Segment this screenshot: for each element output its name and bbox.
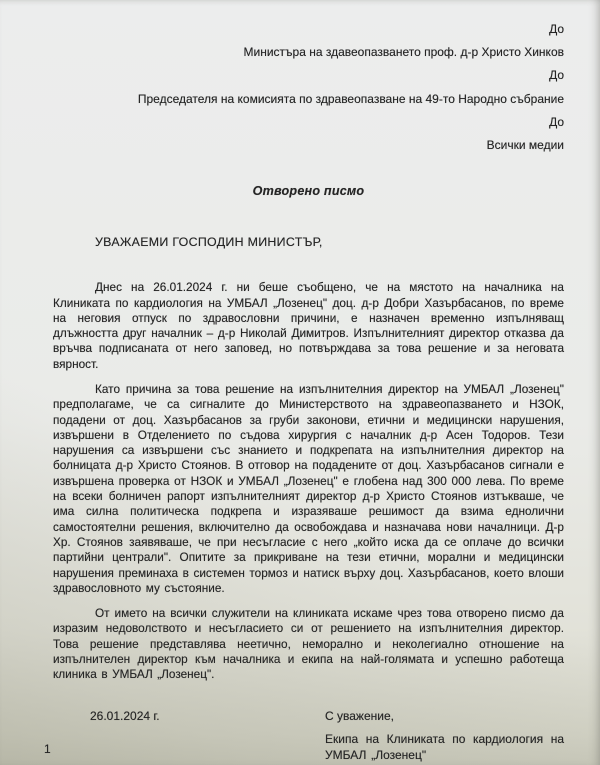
body-paragraph-1: Днес на 26.01.2024 г. ни беше съобщено, че на мястото на началника на Клиниката по кардиология на УМБАЛ „Лозенец" доц. д-р Добри Хазърбасанов, по време на неговия отпуск по здравословни причини, е назначен временно изпълняващ длъжността друг началник – д-р Николай Димитров. Изпълнителният директор отказва да връчва подписаната от него заповед, но потвърждава за това решение и за неговата вярност.: [53, 280, 564, 371]
body-paragraph-3: От името на всички служители на клиниката искаме чрез това отворено писмо да изразим недоволството и несъгласието си от решението на изпълнителния директор. Това решение представлява неетично, неморално и неколегиално отношение на изпълнителен директор към началника и екипа на най-голямата и успешно работеща клиника в УМБАЛ „Лозенец".: [53, 606, 564, 682]
signature-team: Екипа на Клиниката по кардиология на УМБАЛ „Лозенец": [325, 732, 564, 762]
salutation: УВАЖАЕМИ ГОСПОДИН МИНИСТЪР,: [95, 235, 323, 250]
recipient-all-media: Всички медии: [486, 138, 564, 153]
recipient-minister: Министъра на здавеопазването проф. д-р Христо Хинков: [243, 45, 564, 60]
closing-row: [53, 709, 564, 764]
body-paragraph-2: Като причина за това решение на изпълнителния директор на УМБАЛ „Лозенец" предполагаме, че са сигналите до Министерството на здравеопазването и НЗОК, подадени от доц. Хазърбасанов за груби законови, етични и медицински нарушения, извършени в Отделението по съдова хирургия с началник д-р Асен Тодоров. Тези нарушения са извършени със знанието и подкрепата на изпълнителния директор на болницата д-р Христо Стоянов. В отговор на подадените от доц. Хазърбасанов сигнали е извършена проверка от НЗОК и УМБАЛ „Лозенец" е глобена над 300 000 лева. По време на всеки болничен рапорт изпълнителният директор д-р Христо Стоянов изтъкваше, че има силна политическа подкрепа и изразяваше решимост да взима еднолични самостоятелни решения, включително да освобождава и назначава нови началници. Д-р Хр. Стоянов заявяваше, че при несъгласие с него „който иска да се оплаче до всички партийни централи". Опитите за прикриване на тези етични, морални и медицински нарушения преминаха в системен тормоз и натиск върху доц. Хазърбасанов, което влоши здравословното му състояние.: [53, 382, 564, 595]
recipient-to-label: До: [549, 68, 564, 83]
recipient-committee-chair: Председателя на комисията по здравеопазване на 49-то Народно събрание: [137, 91, 564, 106]
open-letter-title: Отворено писмо: [252, 184, 365, 199]
closing-salute: С уважение,: [325, 708, 394, 723]
recipients-block: [53, 18, 564, 157]
page-number: 1: [44, 742, 51, 756]
letter-date: 26.01.2024 г.: [90, 708, 160, 723]
recipient-to-label: До: [549, 114, 564, 129]
letter-body: [53, 280, 564, 682]
recipient-to-label: До: [549, 22, 564, 36]
signature-block: [325, 709, 564, 764]
